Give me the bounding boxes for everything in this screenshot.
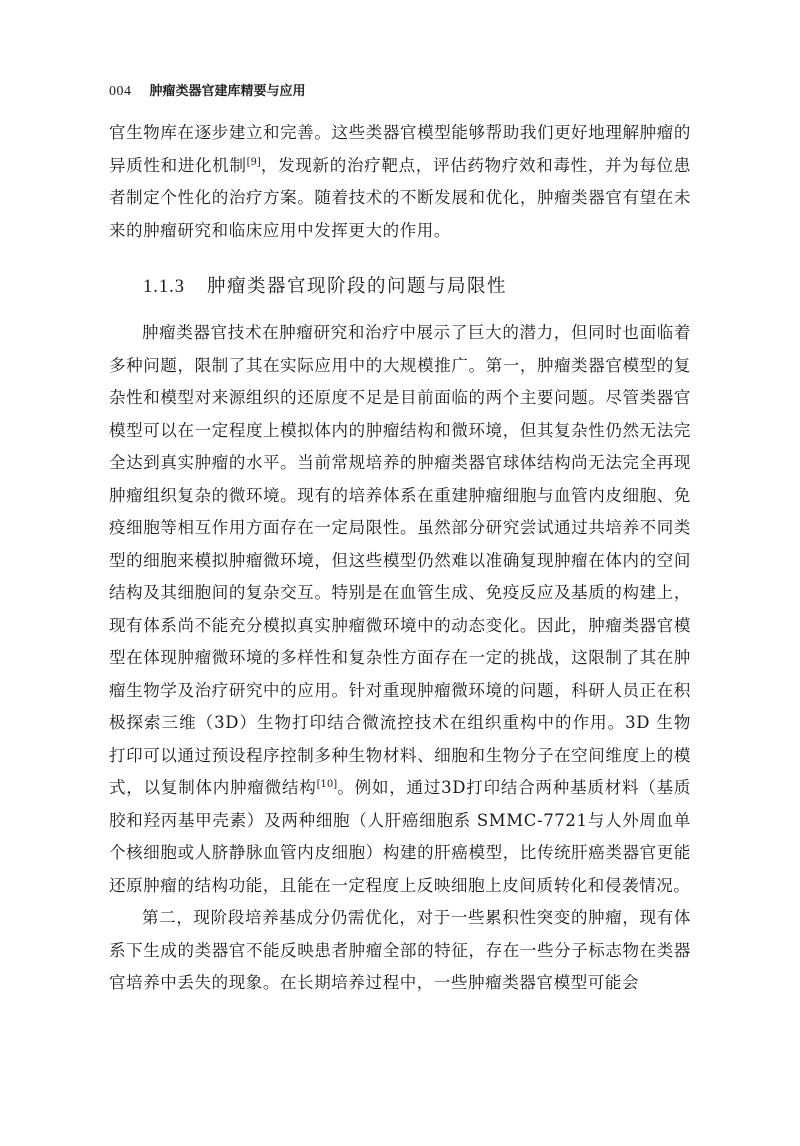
section-number: 1.1.3 <box>143 277 185 297</box>
paragraph-text: 官生物库在逐步建立和完善。这些类器官模型能够帮助我们更好地理解肿瘤的异质性和进化机制 <box>109 123 691 175</box>
citation-ref: [10] <box>316 779 338 790</box>
paragraph-continued <box>109 117 691 247</box>
section-heading <box>109 267 691 307</box>
paragraph-text: 第二，现阶段培养基成分仍需优化，对于一些累积性突变的肿瘤，现有体系下生成的类器官不能反映患者肿瘤全部的特征，存在一些分子标志物在类器官培养中丢失的现象。在长期培养过程中，一些肿瘤类器官模型可能会 <box>109 908 691 992</box>
paragraph-text: ，发现新的治疗靶点，评估药物疗效和毒性，并为每位患者制定个性化的治疗方案。随着技术的不断发展和优化，肿瘤类器官有望在未来的肿瘤研究和临床应用中发挥更大的作用。 <box>109 155 691 240</box>
running-header <box>109 80 306 100</box>
paragraph <box>109 902 691 1000</box>
paragraph <box>109 317 691 902</box>
book-title: 肿瘤类器官建库精要与应用 <box>149 84 306 99</box>
paragraph-text: 肿瘤类器官技术在肿瘤研究和治疗中展示了巨大的潜力，但同时也面临着多种问题，限制了其在实际应用中的大规模推广。第一，肿瘤类器官模型的复杂性和模型对来源组织的还原度不足是目前面临的两个主要问题。尽管类器官模型可以在一定程度上模拟体内的肿瘤结构和微环境，但其复杂性仍然无法完全达到真实肿瘤的水平。当前常规培养的肿瘤类器官球体结构尚无法完全再现肿瘤组织复杂的微环境。现有的培养体系在重建肿瘤细胞与血管内皮细胞、免疫细胞等相互作用方面存在一定局限性。虽然部分研究尝试通过共培养不同类型的细胞来模拟肿瘤微环境，但这些模型仍然难以准确复现肿瘤在体内的空间结构及其细胞间的复杂交互。特别是在血管生成、免疫反应及基质的构建上，现有体系尚不能充分模拟真实肿瘤微环境中的动态变化。因此，肿瘤类器官模型在体现肿瘤微环境的多样性和复杂性方面存在一定的挑战，这限制了其在肿瘤生物学及治疗研究中的应用。针对重现肿瘤微环境的问题，科研人员正在积极探索三维（3D）生物打印结合微流控技术在组织重构中的作用。3D 生物打印可以通过预设程序控制多种生物材料、细胞和生物分子在空间维度上的模式，以复制体内肿瘤微结构 <box>109 323 691 797</box>
citation-ref: [9] <box>246 156 261 168</box>
page-number: 004 <box>109 84 132 99</box>
paragraph-text: 。例如，通过3D打印结合两种基质材料（基质胶和羟丙基甲壳素）及两种细胞（人肝癌细胞系 SMMC-7721与人外周血单个核细胞或人脐静脉血管内皮细胞）构建的肝癌模型，比传统肝癌类器官更能还原肿瘤的结构功能，且能在一定程度上反映细胞上皮间质转化和侵袭情况。 <box>109 778 692 895</box>
section-title: 肿瘤类器官现阶段的问题与局限性 <box>207 276 508 297</box>
page-body <box>109 117 691 1000</box>
